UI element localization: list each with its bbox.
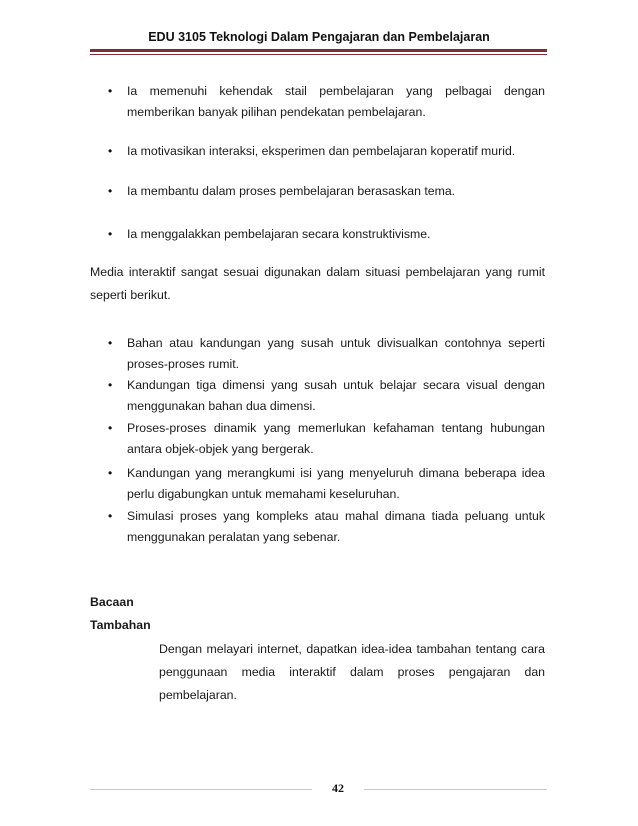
page-number: 42	[332, 781, 344, 795]
reading-text: Dengan melayari internet, dapatkan idea-idea tambahan tentang cara penggunaan media interaktif dalam proses pengajaran dan pembelajaran.	[159, 642, 545, 702]
list-item: • Ia memenuhi kehendak stail pembelajaran yang pelbagai dengan memberikan banyak pilihan pendekatan pembelajaran.	[127, 81, 545, 123]
list-item: • Bahan atau kandungan yang susah untuk divisualkan contohnya seperti proses-proses rumit.	[127, 333, 545, 375]
list-item: • Simulasi proses yang kompleks atau mahal dimana tiada peluang untuk menggunakan peralatan yang sebenar.	[127, 506, 545, 548]
reading-heading-line2: Tambahan	[90, 618, 151, 632]
reading-heading-line1: Bacaan	[90, 595, 134, 609]
list-item: • Kandungan tiga dimensi yang susah untuk belajar secara visual dengan menggunakan bahan dua dimensi.	[127, 375, 545, 417]
list-item: • Proses-proses dinamik yang memerlukan kefahaman tentang hubungan antara objek-objek yang bergerak.	[127, 418, 545, 460]
list-item: • Kandungan yang merangkumi isi yang menyeluruh dimana beberapa idea perlu digabungkan untuk memahami keseluruhan.	[127, 463, 545, 505]
header-rule-thick	[90, 49, 547, 52]
list-item: • Ia motivasikan interaksi, eksperimen dan pembelajaran koperatif murid.	[127, 141, 545, 162]
footer-rule-right	[364, 789, 547, 790]
intro-paragraph: Media interaktif sangat sesuai digunakan dalam situasi pembelajaran yang rumit seperti berikut.	[90, 265, 545, 302]
header-rule-thin	[90, 54, 547, 55]
footer-rule-left	[90, 789, 312, 790]
list-item: • Ia menggalakkan pembelajaran secara konstruktivisme.	[127, 224, 545, 245]
list-item: • Ia membantu dalam proses pembelajaran berasaskan tema.	[127, 181, 545, 202]
page-header-title: EDU 3105 Teknologi Dalam Pengajaran dan Pembelajaran	[148, 30, 490, 44]
